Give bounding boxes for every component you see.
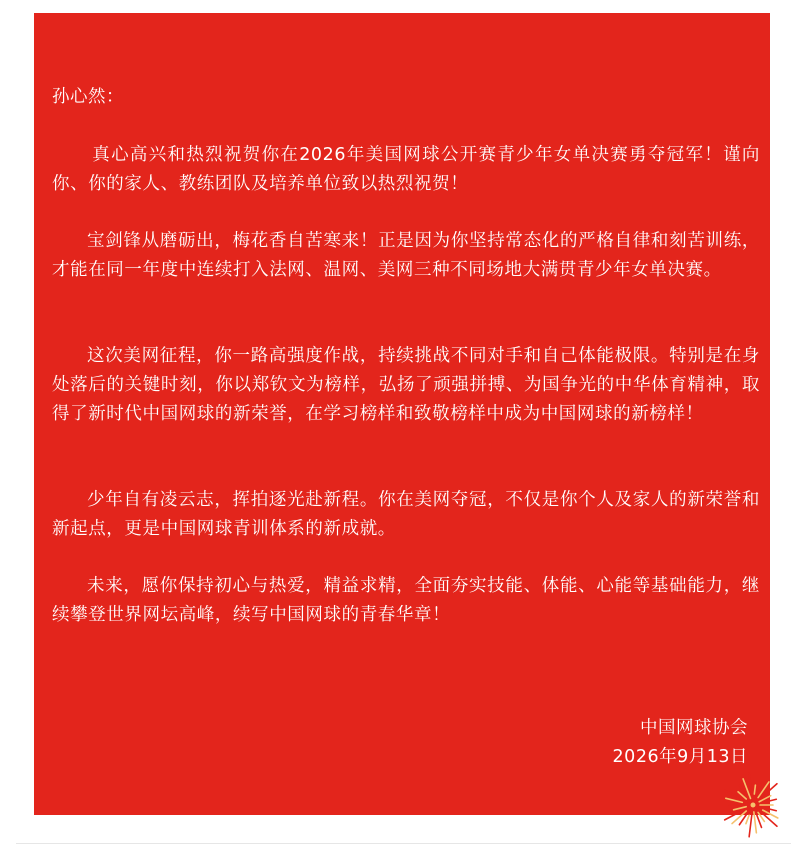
paragraph-2: 宝剑锋从磨砺出，梅花香自苦寒来！正是因为你坚持常态化的严格自律和刻苦训练，才能在同一年度中连续打入法网、温网、美网三种不同场地大满贯青少年女单决赛。 [52,231,760,280]
paragraph-4: 少年自有凌云志，挥拍逐光赴新程。你在美网夺冠，不仅是你个人及家人的新荣誉和新起点，更是中国网球青训体系的新成就。 [52,490,760,539]
paragraph-1: 真心高兴和热烈祝贺你在2026年美国网球公开赛青少年女单决赛勇夺冠军！谨向你、你的家人、教练团队及培养单位致以热烈祝贺！ [52,145,760,194]
signature-block [613,714,748,772]
congratulation-letter [34,13,770,815]
paragraph-3: 这次美网征程，你一路高强度作战，持续挑战不同对手和自己体能极限。特别是在身处落后的关键时刻，你以郑钦文为榜样，弘扬了顽强拼搏、为国争光的中华体育精神，取得了新时代中国网球的新荣誉，在学习榜样和致敬榜样中成为中国网球的新榜样！ [52,346,760,424]
signature-organization: 中国网球协会 [640,718,748,738]
signature-date: 2026年9月13日 [612,747,748,767]
salutation: 孙心然： [52,87,124,107]
firework-icon [718,770,788,840]
bottom-divider [16,843,791,844]
paragraph-5: 未来，愿你保持初心与热爱，精益求精，全面夯实技能、体能、心能等基础能力，继续攀登世界网坛高峰，续写中国网球的青春华章！ [52,576,760,625]
